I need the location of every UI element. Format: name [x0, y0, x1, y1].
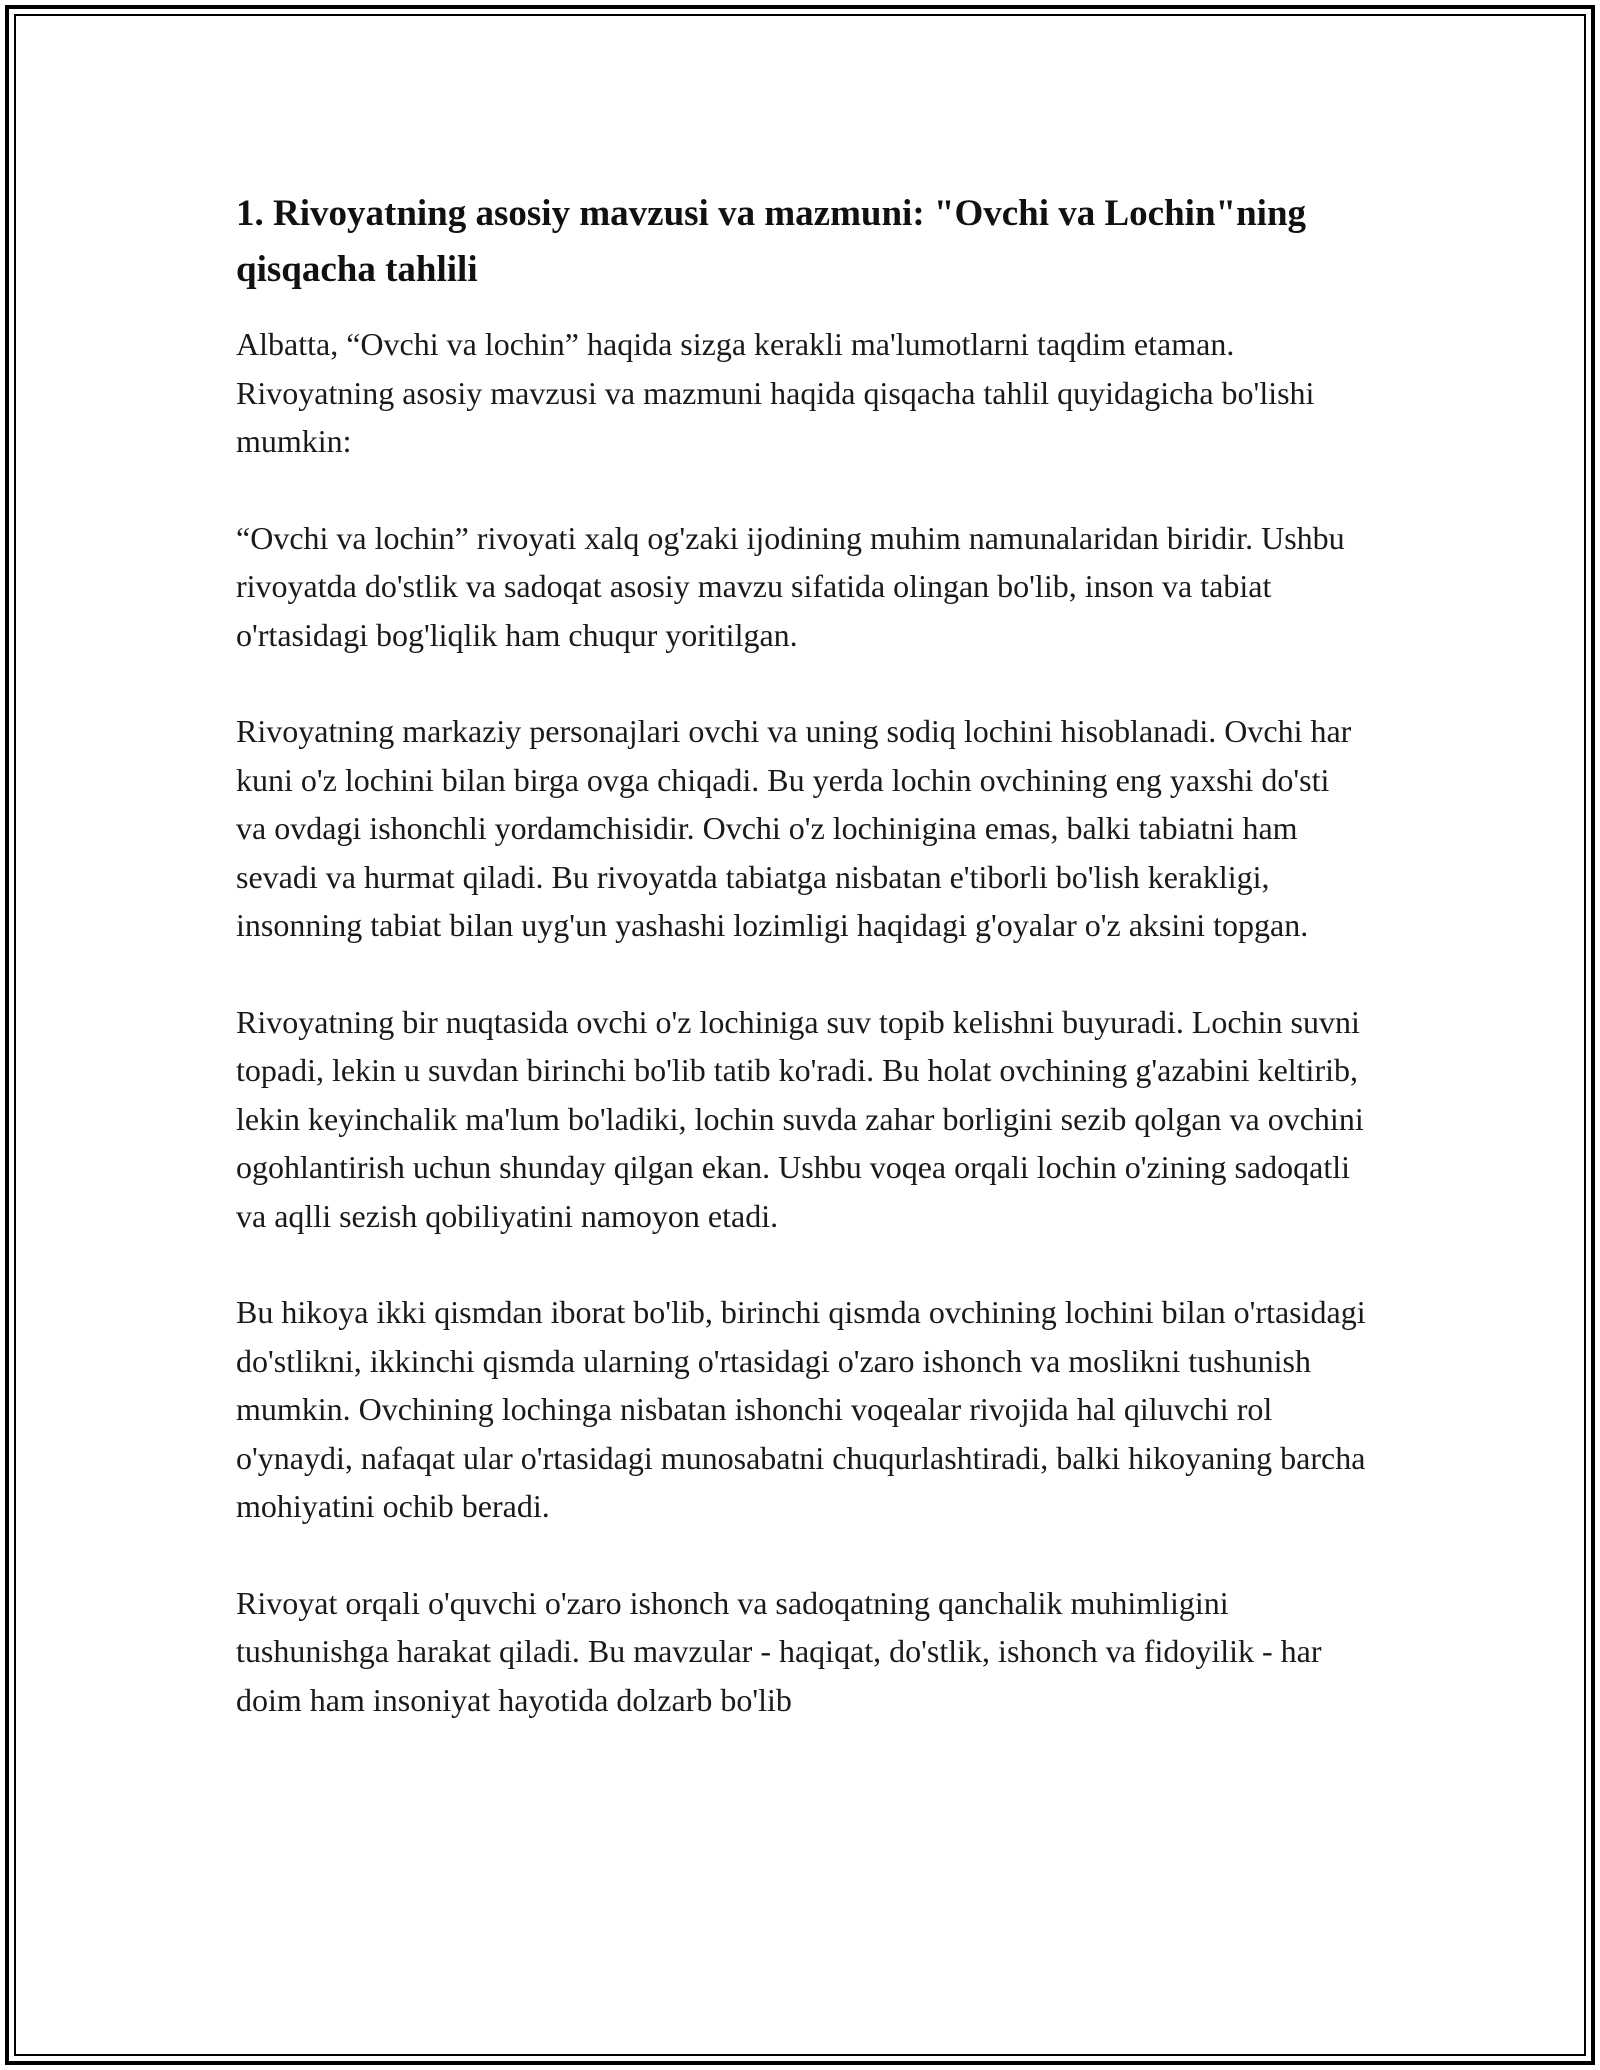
paragraph-structure: Bu hikoya ikki qismdan iborat bo'lib, birinchi qismda ovchining lochini bilan o'rtasidagi do'stlikni, ikkinchi qismda ularning o'rtasidagi o'zaro ishonch va moslikni tushunish mumkin. Ovchining lochinga nisbatan ishonchi voqealar rivojida hal qiluvchi rol o'ynaydi, nafaqat ular o'rtasidagi munosabatni chuqurlashtiradi, balki hikoyaning barcha mohiyatini ochib beradi.	[236, 1294, 1366, 1524]
paragraph-characters: Rivoyatning markaziy personajlari ovchi va uning sodiq lochini hisoblanadi. Ovchi har kuni o'z lochini bilan birga ovga chiqadi. Bu yerda lochin ovchining eng yaxshi do'sti va ovdagi ishonchli yordamchisidir. Ovchi o'z lochinigina emas, balki tabiatni ham sevadi va hurmat qiladi. Bu rivoyatda tabiatga nisbatan e'tiborli bo'lish kerakligi, insonning tabiat bilan uyg'un yashashi lozimligi haqidagi g'oyalar o'z aksini topgan.	[236, 713, 1352, 943]
paragraph-water-episode: Rivoyatning bir nuqtasida ovchi o'z lochiniga suv topib kelishni buyuradi. Lochin suvni topadi, lekin u suvdan birinchi bo'lib tatib ko'radi. Bu holat ovchining g'azabini keltirib, lekin keyinchalik ma'lum bo'ladiki, lochin suvda zahar borligini sezib qolgan va ovchini ogohlantirish uchun shunday qilgan ekan. Ushbu voqea orqali lochin o'zining sadoqatli va aqlli sezish qobiliyatini namoyon etadi.	[236, 1003, 1364, 1234]
document-body	[236, 186, 1366, 1772]
paragraph-intro: Albatta, “Ovchi va lochin” haqida sizga kerakli ma'lumotlarni taqdim etaman. Rivoyatning asosiy mavzusi va mazmuni haqida qisqacha tahlil quyidagicha bo'lishi mumkin:	[236, 326, 1315, 459]
paragraph-overview: “Ovchi va lochin” rivoyati xalq og'zaki ijodining muhim namunalaridan biridir. Ushbu rivoyatda do'stlik va sadoqat asosiy mavzu sifatida olingan bo'lib, inson va tabiat o'rtasidagi bog'liqlik ham chuqur yoritilgan.	[236, 519, 1345, 653]
section-heading: 1. Rivoyatning asosiy mavzusi va mazmuni: "Ovchi va Lochin"ning qisqacha tahlili	[236, 193, 1307, 290]
paragraph-conclusion: Rivoyat orqali o'quvchi o'zaro ishonch va sadoqatning qanchalik muhimligini tushunishga harakat qiladi. Bu mavzular - haqiqat, do'stlik, ishonch va fidoyilik - har doim ham insoniyat hayotida dolzarb bo'lib	[236, 1584, 1322, 1718]
